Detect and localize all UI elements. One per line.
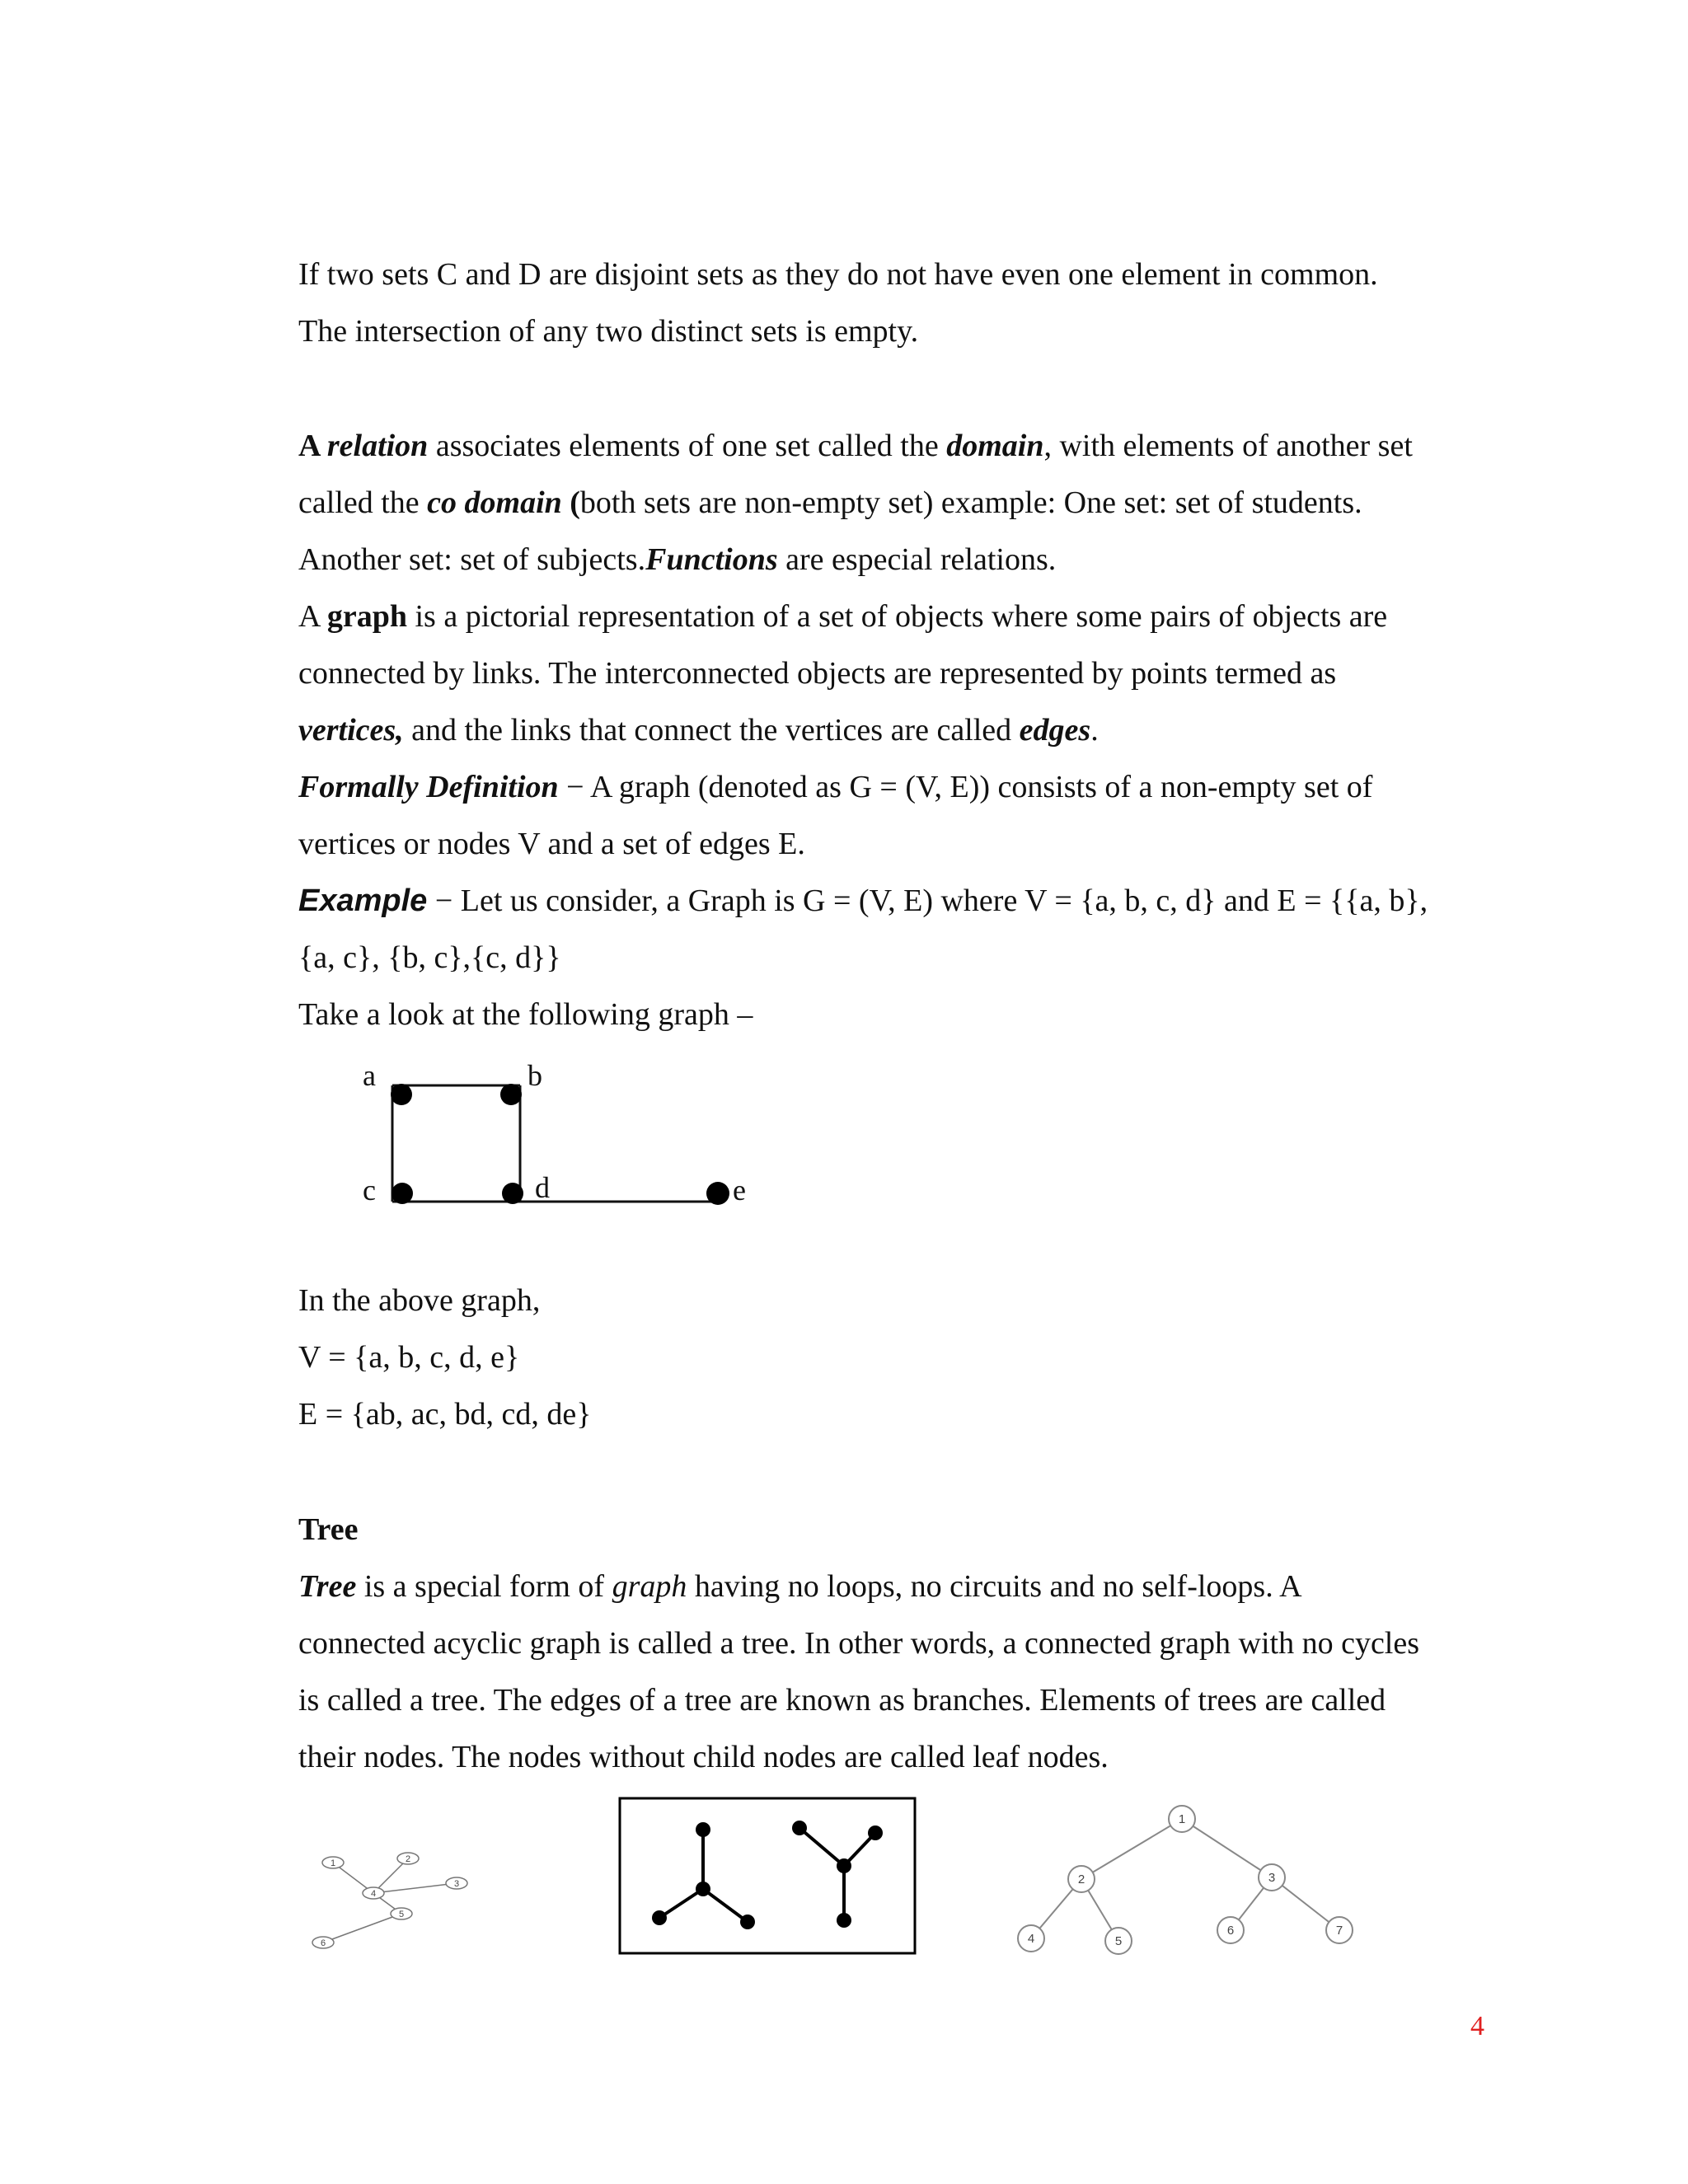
- codomain-term: co domain: [427, 485, 562, 520]
- page-number: 4: [1470, 2011, 1484, 2041]
- relation-text-2: , with elements of another set: [1043, 429, 1413, 463]
- vertex-c: [392, 1183, 413, 1204]
- tree-text-2: having no loops, no circuits and no self-loops. A: [687, 1569, 1302, 1604]
- vertex-d: [502, 1183, 523, 1204]
- example-line-2: {a, c}, {b, c},{c, d}}: [298, 940, 561, 975]
- formal-label: Formally Definition: [298, 770, 559, 804]
- tree-line-3: is called a tree. The edges of a tree are known as branches. Elements of trees are called: [298, 1683, 1386, 1718]
- tree-line-1: [298, 1568, 1302, 1605]
- boxed-trees-figure: [618, 1797, 918, 1957]
- relation-text-6: are especial relations.: [777, 542, 1057, 577]
- above-line-2: V = {a, b, c, d, e}: [298, 1340, 520, 1375]
- label-b: b: [528, 1059, 542, 1092]
- small-node-3: 3: [453, 1879, 460, 1889]
- relation-text-5: Another set: set of subjects.: [298, 542, 646, 577]
- example-text: − Let us consider, a Graph is G = (V, E) where V = {a, b, c, d} and E = {{a, b},: [427, 883, 1428, 918]
- example-line-3: Take a look at the following graph –: [298, 997, 753, 1032]
- graph-text-3: and the links that connect the vertices are called: [403, 713, 1020, 748]
- binary-node-3: 3: [1268, 1871, 1276, 1885]
- binary-node-5: 5: [1114, 1934, 1123, 1948]
- relation-text: associates elements of one set called the: [428, 429, 947, 463]
- formal-text: − A graph (denoted as G = (V, E)) consists of a non-empty set of: [558, 770, 1373, 804]
- relation-text-4: both sets are non-empty set) example: One set: set of students.: [579, 485, 1362, 520]
- binary-node-6: 6: [1226, 1924, 1235, 1938]
- label-d: d: [535, 1171, 550, 1204]
- disjoint-line-1: If two sets C and D are disjoint sets as they do not have even one element in common.: [298, 257, 1378, 292]
- relation-term: relation: [326, 429, 429, 463]
- small-node-2: 2: [405, 1854, 411, 1864]
- graph-italic: graph: [612, 1569, 687, 1604]
- tree-term: Tree: [298, 1569, 357, 1604]
- binary-node-1: 1: [1178, 1812, 1186, 1826]
- example-label: Example: [298, 883, 428, 918]
- paren: (: [561, 485, 580, 520]
- vertex-e: [706, 1182, 729, 1205]
- formal-line-2: vertices or nodes V and a set of edges E.: [298, 827, 805, 861]
- tree-heading-text: Tree: [298, 1512, 359, 1547]
- above-line-3: E = {ab, ac, bd, cd, de}: [298, 1397, 592, 1432]
- functions-term: Functions: [645, 542, 778, 577]
- binary-node-4: 4: [1027, 1932, 1035, 1946]
- disjoint-line-2: The intersection of any two distinct sets is empty.: [298, 314, 919, 349]
- binary-node-2: 2: [1077, 1872, 1085, 1886]
- tree-line-4: their nodes. The nodes without child nodes are called leaf nodes.: [298, 1740, 1109, 1774]
- small-node-1: 1: [330, 1858, 336, 1868]
- relation-a: A: [298, 429, 327, 463]
- small-node-5: 5: [398, 1910, 405, 1919]
- edges-term: edges: [1019, 713, 1091, 748]
- small-node-6: 6: [320, 1938, 326, 1948]
- domain-term: domain: [946, 429, 1044, 463]
- relation-text-3: called the: [298, 485, 428, 520]
- graph-line-2: connected by links. The interconnected objects are represented by points termed as: [298, 656, 1337, 691]
- label-a: a: [363, 1059, 376, 1092]
- tree-line-2: connected acyclic graph is called a tree. In other words, a connected graph with no cycles: [298, 1626, 1420, 1661]
- vertex-b: [500, 1084, 522, 1105]
- vertices-term: vertices,: [298, 713, 404, 748]
- graph-text-2: is a pictorial representation of a set of objects where some pairs of objects are: [407, 599, 1388, 634]
- binary-tree-figure: [1006, 1801, 1368, 1957]
- label-e: e: [733, 1174, 746, 1207]
- label-c: c: [363, 1174, 376, 1207]
- tree-text: is a special form of: [356, 1569, 612, 1604]
- graph-text-4: .: [1090, 713, 1099, 748]
- binary-node-7: 7: [1335, 1924, 1343, 1938]
- graph-term: graph: [326, 599, 407, 634]
- small-node-4: 4: [370, 1889, 377, 1899]
- vertex-a: [391, 1084, 412, 1105]
- tree-heading: [298, 1511, 358, 1549]
- above-line-1: In the above graph,: [298, 1283, 541, 1318]
- graph-text: A: [298, 599, 327, 634]
- small-tree-figure: [305, 1838, 519, 1961]
